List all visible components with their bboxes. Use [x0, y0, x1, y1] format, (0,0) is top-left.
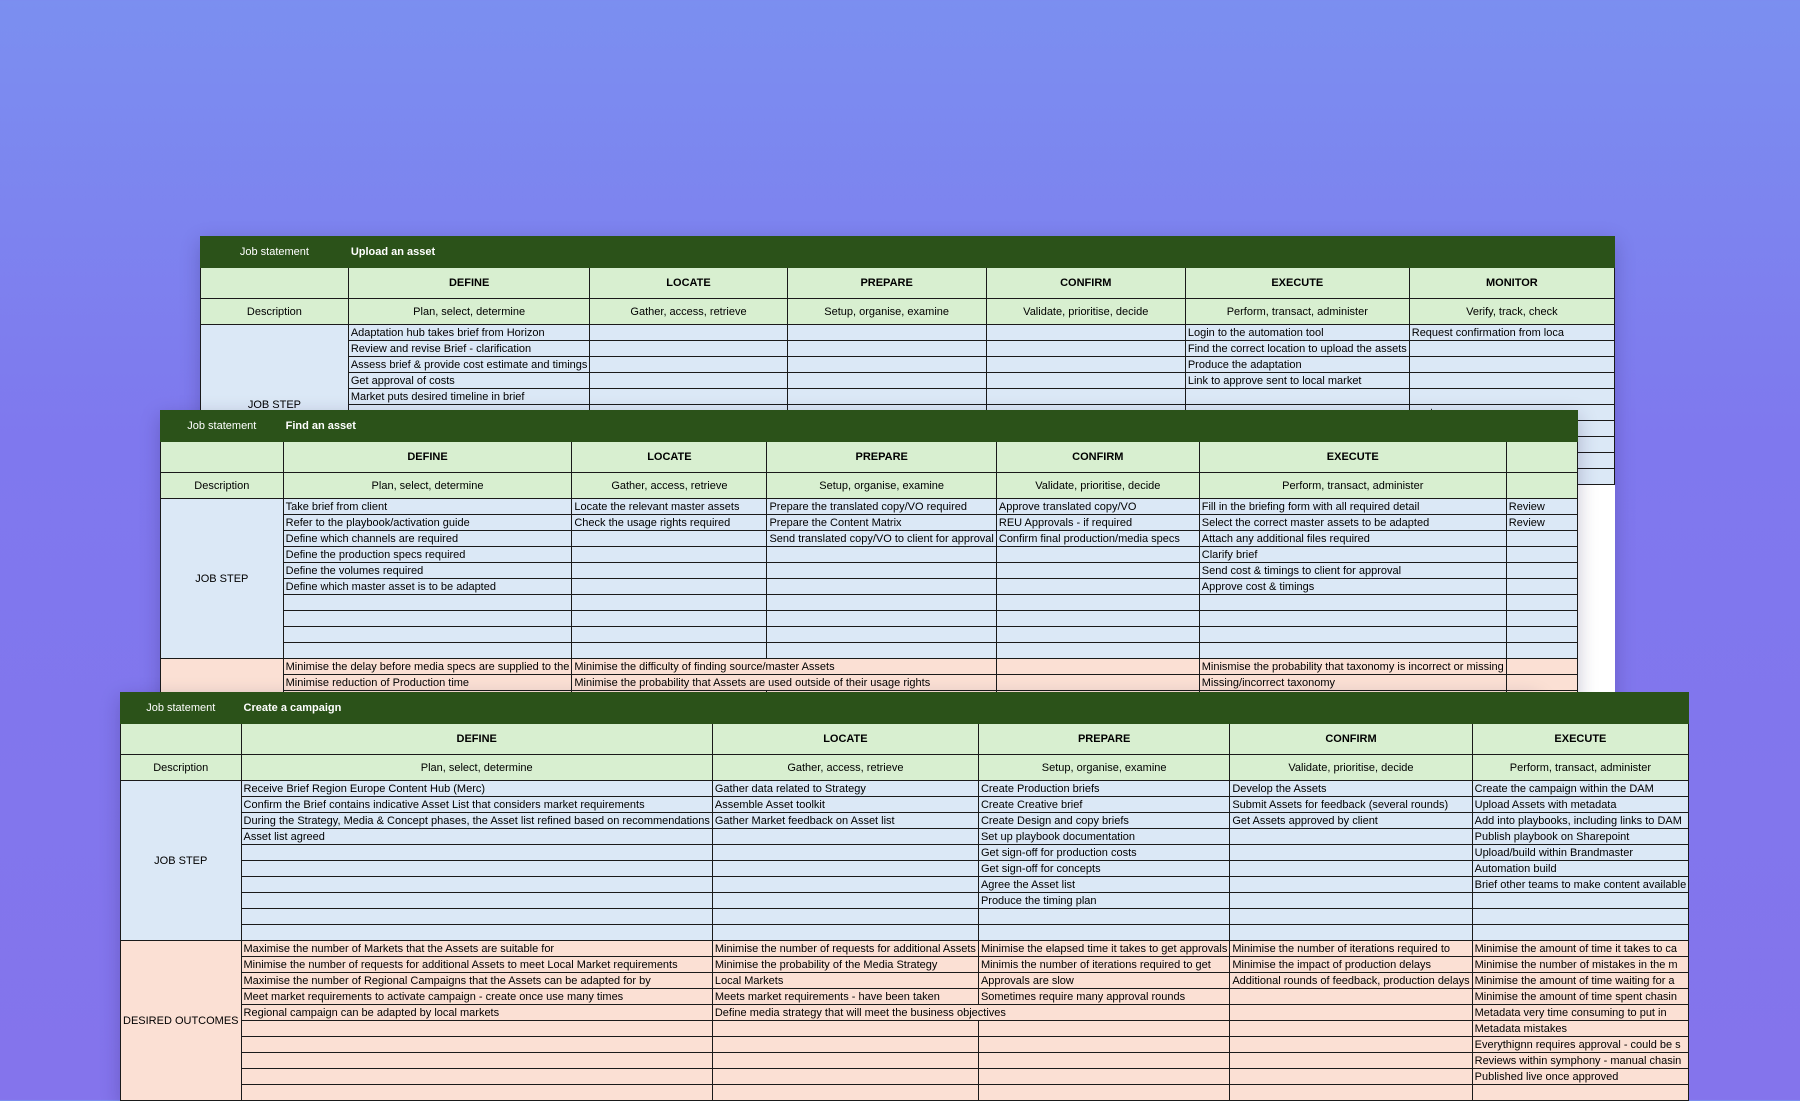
- step-cell: Approve cost & timings: [1199, 579, 1506, 595]
- step-cell: [1230, 829, 1472, 845]
- job-statement-label: Job statement: [201, 237, 349, 268]
- outcome-cell: [1230, 1005, 1472, 1021]
- step-cell: Approve translated copy/VO: [996, 499, 1199, 515]
- outcome-cell: Metadata very time consuming to put in: [1472, 1005, 1689, 1021]
- step-cell: [590, 357, 787, 373]
- outcome-cell: [1230, 1053, 1472, 1069]
- step-cell: [712, 845, 978, 861]
- phase-locate: LOCATE: [712, 724, 978, 755]
- description-cell: [1506, 473, 1577, 499]
- step-cell: [1230, 893, 1472, 909]
- step-cell: [1506, 531, 1577, 547]
- step-cell: [1230, 877, 1472, 893]
- phase-execute: EXECUTE: [1472, 724, 1689, 755]
- step-cell: [986, 389, 1185, 405]
- phase-prepare: PREPARE: [978, 724, 1229, 755]
- job-statement-value: Create a campaign: [241, 693, 1689, 724]
- phase-define: DEFINE: [348, 268, 590, 299]
- step-cell: [590, 341, 787, 357]
- step-cell: [986, 357, 1185, 373]
- step-cell: Assemble Asset toolkit: [712, 797, 978, 813]
- phase-execute: EXECUTE: [1185, 268, 1409, 299]
- outcome-cell: Additional rounds of feedback, production delays: [1230, 973, 1472, 989]
- outcome-cell: [1230, 989, 1472, 1005]
- step-cell: [572, 547, 767, 563]
- step-cell: Assess brief & provide cost estimate and timings: [348, 357, 590, 373]
- description-cell: Perform, transact, administer: [1472, 755, 1689, 781]
- step-cell: [986, 325, 1185, 341]
- step-cell: [1506, 579, 1577, 595]
- job-step-label: JOB STEP: [161, 499, 284, 659]
- step-cell: Link to approve sent to local market: [1185, 373, 1409, 389]
- phase-locate: LOCATE: [572, 442, 767, 473]
- blank-cell: [161, 442, 284, 473]
- step-cell: Submit Assets for feedback (several rounds): [1230, 797, 1472, 813]
- step-cell: Gather Market feedback on Asset list: [712, 813, 978, 829]
- outcome-cell: Minimise the number of requests for additional Assets to meet Local Market requirements: [241, 957, 712, 973]
- phase-prepare: PREPARE: [787, 268, 986, 299]
- step-cell: [590, 389, 787, 405]
- step-cell: Create Production briefs: [978, 781, 1229, 797]
- step-cell: Confirm final production/media specs: [996, 531, 1199, 547]
- description-label: Description: [121, 755, 242, 781]
- step-cell: [1472, 893, 1689, 909]
- outcome-cell: Regional campaign can be adapted by local markets: [241, 1005, 712, 1021]
- step-cell: Set up playbook documentation: [978, 829, 1229, 845]
- description-cell: Validate, prioritise, decide: [996, 473, 1199, 499]
- step-cell: Produce the adaptation: [1185, 357, 1409, 373]
- job-statement-label: Job statement: [161, 411, 284, 442]
- step-cell: Define the production specs required: [283, 547, 572, 563]
- outcome-cell: Meets market requirements - have been taken: [712, 989, 978, 1005]
- step-cell: [572, 563, 767, 579]
- step-cell: [996, 579, 1199, 595]
- step-cell: Prepare the translated copy/VO required: [767, 499, 996, 515]
- outcome-cell: Minimise the number of requests for additional Assets: [712, 941, 978, 957]
- step-cell: [712, 829, 978, 845]
- outcome-cell: Minimise the elapsed time it takes to get approvals: [978, 941, 1229, 957]
- outcome-cell: [241, 1037, 712, 1053]
- description-cell: Gather, access, retrieve: [572, 473, 767, 499]
- outcome-cell: [241, 1085, 712, 1101]
- phase-define: DEFINE: [283, 442, 572, 473]
- outcome-cell: Maximise the number of Markets that the Assets are suitable for: [241, 941, 712, 957]
- outcome-cell: [1230, 1085, 1472, 1101]
- step-cell: Define which master asset is to be adapted: [283, 579, 572, 595]
- step-cell: Refer to the playbook/activation guide: [283, 515, 572, 531]
- step-cell: Gather data related to Strategy: [712, 781, 978, 797]
- outcome-cell: Minimise the amount of time spent chasin: [1472, 989, 1689, 1005]
- outcome-cell: [978, 1037, 1229, 1053]
- description-label: Description: [161, 473, 284, 499]
- step-cell: [1506, 563, 1577, 579]
- outcome-cell: Published live once approved: [1472, 1069, 1689, 1085]
- blank-cell: [121, 724, 242, 755]
- phase-confirm: CONFIRM: [1230, 724, 1472, 755]
- job-statement-label: Job statement: [121, 693, 242, 724]
- phase-cut: [1506, 442, 1577, 473]
- step-cell: [1230, 861, 1472, 877]
- step-cell: Take brief from client: [283, 499, 572, 515]
- step-cell: [767, 579, 996, 595]
- step-cell: [590, 325, 787, 341]
- step-cell: Asset list agreed: [241, 829, 712, 845]
- step-cell: Define which channels are required: [283, 531, 572, 547]
- outcome-cell: Minimise the impact of production delays: [1230, 957, 1472, 973]
- outcome-cell: Metadata mistakes: [1472, 1021, 1689, 1037]
- step-cell: Clarify brief: [1199, 547, 1506, 563]
- step-cell: Receive Brief Region Europe Content Hub (Merc): [241, 781, 712, 797]
- job-statement-value: Upload an asset: [348, 237, 1614, 268]
- step-cell: [996, 563, 1199, 579]
- outcome-cell: Local Markets: [712, 973, 978, 989]
- step-cell: Request confirmation from loca: [1409, 325, 1614, 341]
- step-cell: Review: [1506, 499, 1577, 515]
- phase-prepare: PREPARE: [767, 442, 996, 473]
- outcome-cell: Minimise reduction of Production time: [283, 675, 572, 691]
- step-cell: Brief other teams to make content available: [1472, 877, 1689, 893]
- step-cell: [1409, 341, 1614, 357]
- phase-execute: EXECUTE: [1199, 442, 1506, 473]
- step-cell: [241, 877, 712, 893]
- outcome-cell: Minimise the amount of time it takes to ca: [1472, 941, 1689, 957]
- outcome-cell: [241, 1021, 712, 1037]
- step-cell: Login to the automation tool: [1185, 325, 1409, 341]
- outcome-cell: Minimise the number of mistakes in the m: [1472, 957, 1689, 973]
- outcome-cell: [712, 1053, 978, 1069]
- step-cell: [787, 341, 986, 357]
- step-cell: Prepare the Content Matrix: [767, 515, 996, 531]
- outcome-cell: [1230, 1021, 1472, 1037]
- step-cell: [787, 325, 986, 341]
- description-cell: Gather, access, retrieve: [590, 299, 787, 325]
- step-cell: [787, 357, 986, 373]
- outcome-cell: [241, 1053, 712, 1069]
- phase-confirm: CONFIRM: [986, 268, 1185, 299]
- outcome-cell: [978, 1021, 1229, 1037]
- step-cell: Review: [1506, 515, 1577, 531]
- step-cell: [996, 547, 1199, 563]
- outcome-cell: [1230, 1069, 1472, 1085]
- outcome-cell: Minimise the difficulty of finding source/master Assets: [572, 659, 997, 675]
- description-cell: Setup, organise, examine: [978, 755, 1229, 781]
- description-cell: Gather, access, retrieve: [712, 755, 978, 781]
- step-cell: Get Assets approved by client: [1230, 813, 1472, 829]
- outcome-cell: [1472, 1085, 1689, 1101]
- outcome-cell: Maximise the number of Regional Campaigns that the Assets can be adapted for by: [241, 973, 712, 989]
- step-cell: [986, 373, 1185, 389]
- step-cell: Produce the timing plan: [978, 893, 1229, 909]
- outcome-cell: Minimise the probability of the Media Strategy: [712, 957, 978, 973]
- blank-cell: [201, 268, 349, 299]
- outcome-cell: Approvals are slow: [978, 973, 1229, 989]
- outcome-cell: [996, 659, 1199, 675]
- step-cell: Market puts desired timeline in brief: [348, 389, 590, 405]
- step-cell: Develop the Assets: [1230, 781, 1472, 797]
- step-cell: [1409, 357, 1614, 373]
- outcome-cell: [712, 1021, 978, 1037]
- step-cell: Locate the relevant master assets: [572, 499, 767, 515]
- phase-locate: LOCATE: [590, 268, 787, 299]
- step-cell: [787, 389, 986, 405]
- step-cell: [572, 579, 767, 595]
- description-cell: Setup, organise, examine: [787, 299, 986, 325]
- step-cell: [767, 547, 996, 563]
- outcome-cell: Minimis the number of iterations required to get: [978, 957, 1229, 973]
- step-cell: Select the correct master assets to be adapted: [1199, 515, 1506, 531]
- step-cell: [572, 531, 767, 547]
- outcome-cell: Minimise the number of iterations required to: [1230, 941, 1472, 957]
- step-cell: Add into playbooks, including links to DAM: [1472, 813, 1689, 829]
- desired-outcomes-label: DESIRED OUTCOMES: [121, 941, 242, 1101]
- step-cell: Automation build: [1472, 861, 1689, 877]
- step-cell: Review and revise Brief - clarification: [348, 341, 590, 357]
- description-cell: Perform, transact, administer: [1199, 473, 1506, 499]
- step-cell: [787, 373, 986, 389]
- step-cell: [590, 373, 787, 389]
- step-cell: Send cost & timings to client for approval: [1199, 563, 1506, 579]
- outcome-cell: [978, 1085, 1229, 1101]
- step-cell: [1409, 373, 1614, 389]
- job-step-label: JOB STEP: [121, 781, 242, 941]
- outcome-cell: Minismise the probability that taxonomy is incorrect or missing: [1199, 659, 1506, 675]
- outcome-cell: [1506, 675, 1577, 691]
- outcome-cell: [1230, 1037, 1472, 1053]
- step-cell: [241, 893, 712, 909]
- step-cell: [767, 563, 996, 579]
- step-cell: [1185, 389, 1409, 405]
- step-cell: Create Creative brief: [978, 797, 1229, 813]
- phase-confirm: CONFIRM: [996, 442, 1199, 473]
- outcome-cell: Everythignn requires approval - could be s: [1472, 1037, 1689, 1053]
- step-cell: Get sign-off for concepts: [978, 861, 1229, 877]
- outcome-cell: Sometimes require many approval rounds: [978, 989, 1229, 1005]
- step-cell: Publish playbook on Sharepoint: [1472, 829, 1689, 845]
- step-cell: Create Design and copy briefs: [978, 813, 1229, 829]
- description-cell: Plan, select, determine: [348, 299, 590, 325]
- description-cell: Validate, prioritise, decide: [986, 299, 1185, 325]
- step-cell: Attach any additional files required: [1199, 531, 1506, 547]
- spreadsheet-create-a-campaign: [120, 692, 1687, 1100]
- outcome-cell: Meet market requirements to activate campaign - create once use many times: [241, 989, 712, 1005]
- step-cell: [986, 341, 1185, 357]
- outcome-cell: Define media strategy that will meet the business objectives: [712, 1005, 1229, 1021]
- step-cell: [1230, 845, 1472, 861]
- step-cell: [712, 877, 978, 893]
- step-cell: During the Strategy, Media & Concept phases, the Asset list refined based on recommendations: [241, 813, 712, 829]
- description-cell: Setup, organise, examine: [767, 473, 996, 499]
- step-cell: Upload Assets with metadata: [1472, 797, 1689, 813]
- step-cell: Fill in the briefing form with all required detail: [1199, 499, 1506, 515]
- outcome-cell: Missing/incorrect taxonomy: [1199, 675, 1506, 691]
- step-cell: Adaptation hub takes brief from Horizon: [348, 325, 590, 341]
- step-cell: Send translated copy/VO to client for approval: [767, 531, 996, 547]
- outcome-cell: [241, 1069, 712, 1085]
- outcome-cell: [978, 1069, 1229, 1085]
- campaign-table: [120, 692, 1689, 1101]
- phase-define: DEFINE: [241, 724, 712, 755]
- outcome-cell: Minimise the amount of time waiting for a: [1472, 973, 1689, 989]
- job-step-label: JOB STEP: [201, 325, 349, 485]
- outcome-cell: [712, 1069, 978, 1085]
- step-cell: Get sign-off for production costs: [978, 845, 1229, 861]
- outcome-cell: Reviews within symphony - manual chasin: [1472, 1053, 1689, 1069]
- description-cell: Verify, track, check: [1409, 299, 1614, 325]
- step-cell: [1506, 547, 1577, 563]
- step-cell: Find the correct location to upload the assets: [1185, 341, 1409, 357]
- outcome-cell: [712, 1037, 978, 1053]
- step-cell: Get approval of costs: [348, 373, 590, 389]
- outcome-cell: [712, 1085, 978, 1101]
- step-cell: Check the usage rights required: [572, 515, 767, 531]
- step-cell: Agree the Asset list: [978, 877, 1229, 893]
- description-cell: Perform, transact, administer: [1185, 299, 1409, 325]
- job-statement-value: Find an asset: [283, 411, 1577, 442]
- step-cell: Upload/build within Brandmaster: [1472, 845, 1689, 861]
- description-cell: Plan, select, determine: [283, 473, 572, 499]
- outcome-cell: [996, 675, 1199, 691]
- outcome-cell: Minimise the probability that Assets are used outside of their usage rights: [572, 675, 997, 691]
- outcome-cell: Minimise the delay before media specs are supplied to the: [283, 659, 572, 675]
- step-cell: Confirm the Brief contains indicative Asset List that considers market requirements: [241, 797, 712, 813]
- outcome-cell: [1506, 659, 1577, 675]
- description-cell: Plan, select, determine: [241, 755, 712, 781]
- step-cell: Create the campaign within the DAM: [1472, 781, 1689, 797]
- step-cell: Define the volumes required: [283, 563, 572, 579]
- step-cell: REU Approvals - if required: [996, 515, 1199, 531]
- outcome-cell: [978, 1053, 1229, 1069]
- step-cell: [1409, 389, 1614, 405]
- step-cell: [712, 861, 978, 877]
- step-cell: [241, 845, 712, 861]
- step-cell: [712, 893, 978, 909]
- step-cell: [241, 861, 712, 877]
- description-label: Description: [201, 299, 349, 325]
- description-cell: Validate, prioritise, decide: [1230, 755, 1472, 781]
- phase-monitor: MONITOR: [1409, 268, 1614, 299]
